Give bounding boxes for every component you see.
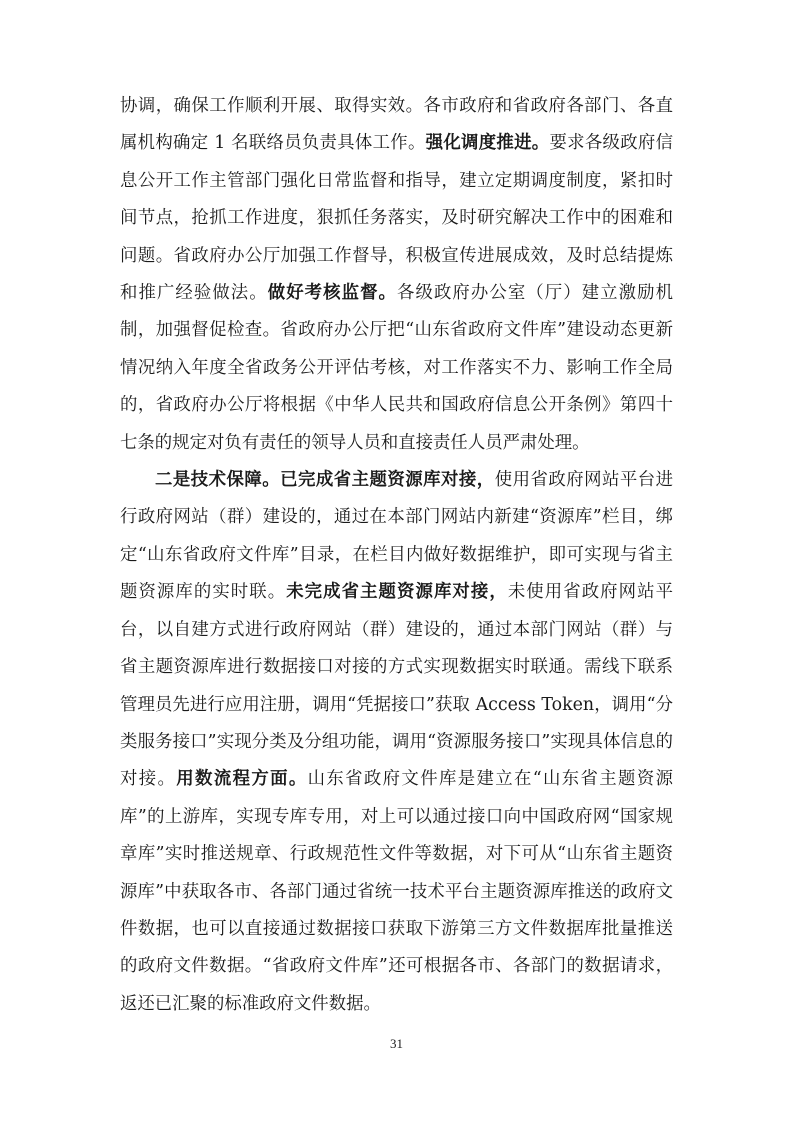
bold-heading-technical-support: 二是技术保障。 (155, 470, 281, 491)
body-text (120, 88, 673, 1023)
text-run: 要求各级政府信息公开工作主管部门强化日常监督和指导，建立定期调度制度，紧扣时间节点，抢抓工作进度，狠抓任务落实，及时研究解决工作中的困难和问题。省政府办公厅加强工作督导，积极宣传进展成效，及时总结提炼和推广经验做法。 (120, 133, 673, 304)
bold-heading-completed-docking: 已完成省主题资源库对接， (280, 470, 495, 491)
bold-heading-assessment-supervision: 做好考核监督。 (267, 283, 398, 304)
text-run: 各级政府办公室（厅）建立激励机制，加强督促检查。省政府办公厅把“山东省政府文件库”建设动态更新情况纳入年度全省政务公开评估考核，对工作落实不力、影响工作全局的，省政府办公厅将根据《中华人民共和国政府信息公开条例》第四十七条的规定对负有责任的领导人员和直接责任人员严肃处理。 (120, 283, 673, 453)
paragraph-1 (120, 88, 673, 462)
page-number: 31 (390, 1036, 403, 1051)
text-run: 山东省政府文件库是建立在“山东省主题资源库”的上游库，实现专库专用，对上可以通过接口向中国政府网“国家规章库”实时推送规章、行政规范性文件等数据，对下可从“山东省主题资源库”中获取各市、各部门通过省统一技术平台主题资源库推送的政府文件数据，也可以直接通过数据接口获取下游第三方文件数据库批量推送的政府文件数据。“省政府文件库”还可根据各市、各部门的数据请求，返还已汇聚的标准政府文件数据。 (120, 769, 673, 1014)
paragraph-2 (120, 462, 673, 1023)
bold-heading-strengthen-scheduling: 强化调度推进。 (425, 133, 550, 154)
text-run: 使用省政府网站平台进行政府网站（群）建设的，通过在本部门网站内新建“资源库”栏目，绑定“山东省政府文件库”目录，在栏目内做好数据维护，即可实现与省主题资源库的实时联。 (120, 470, 673, 603)
bold-heading-data-flow: 用数流程方面。 (176, 769, 308, 790)
text-run: 协调，确保工作顺利开展、取得实效。各市政府和省政府各部门、各直属机构确定 1 名联络员负责具体工作。 (120, 96, 673, 154)
text-run: 未使用省政府网站平台，以自建方式进行政府网站（群）建设的，通过本部门网站（群）与省主题资源库进行数据接口对接的方式实现数据实时联通。需线下联系管理员先进行应用注册，调用“凭据接口”获取 Access Token，调用“分类服务接口”实现分类及分组功能，调用“资源服务接口”实现具体信息的对接。 (120, 582, 673, 790)
bold-heading-not-completed-docking: 未完成省主题资源库对接， (286, 582, 508, 603)
